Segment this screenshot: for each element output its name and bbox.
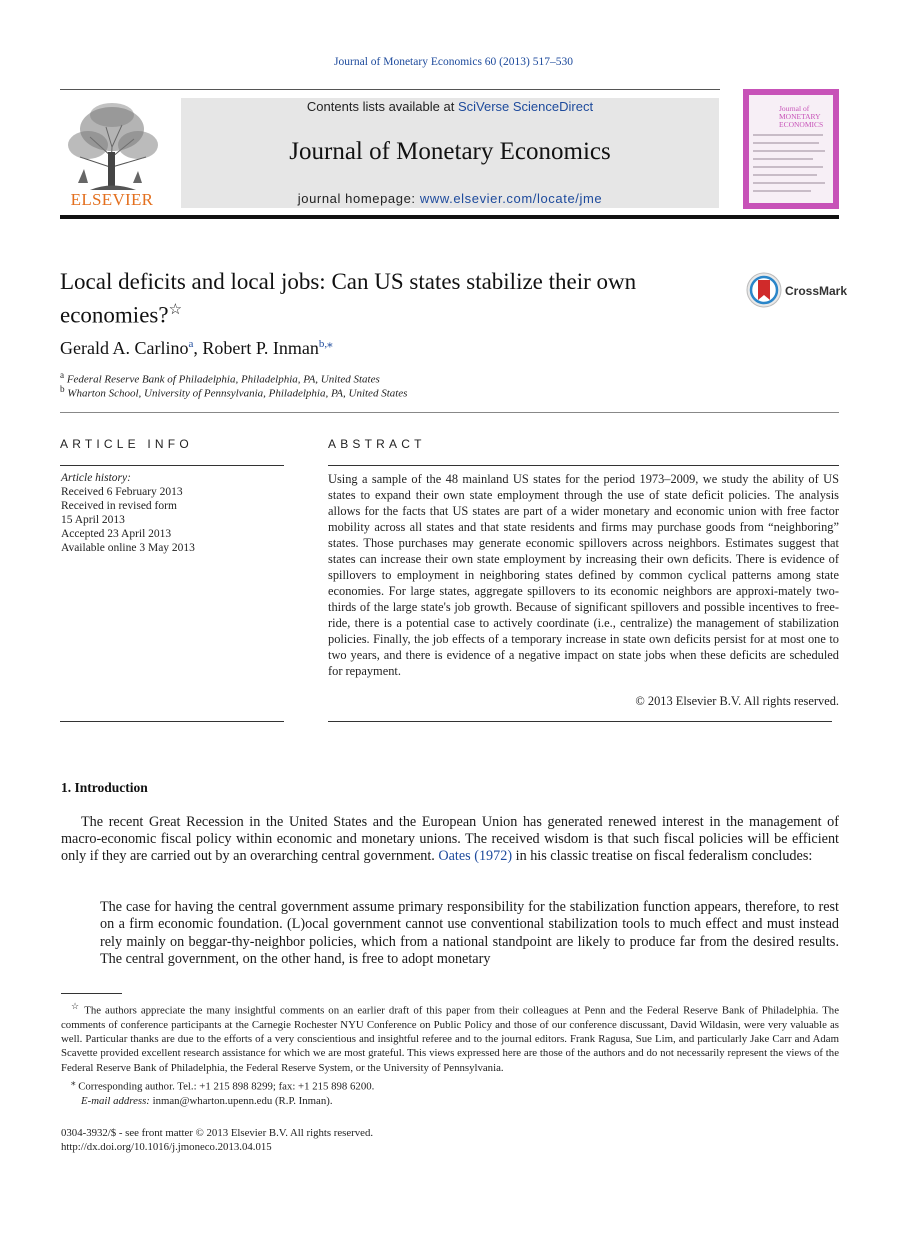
- article-history: [61, 471, 195, 555]
- affiliation-b-text: Wharton School, University of Pennsylvania, Philadelphia, PA, United States: [67, 387, 408, 400]
- intro-text-before: The recent Great Recession in the United States and the European Union has generated renewed interest in the management of macro-economic fiscal policy within economic and monetary unions. The received wisdom is that such fiscal policies will be efficient only if they are carried out by an overarching central government.: [61, 814, 839, 864]
- history-revised-date: 15 April 2013: [61, 514, 125, 526]
- history-online: Available online 3 May 2013: [61, 542, 195, 554]
- abstract-heading: ABSTRACT: [328, 437, 426, 451]
- footnote-star-text: The authors appreciate the many insightful comments on an earlier draft of this paper from their colleagues at Penn and the Federal Reserve Bank of Philadelphia. The comments of conference participants at the Carnegie Rochester NYU Conference on Public Policy and those of our conference discussant, David Wildasin, were very valuable as well. Particular thanks are due to the efforts of a very conscientious and insightful referee and to the journal editors. Frank Ragusa, Sue Lim, and particularly Jake Carr and Adam Scavette provided excellent research assistance for which we are most grateful. This views expressed here are those of the authors and do not necessarily represent the views of the Federal Reserve Bank of Philadelphia, the Federal Reserve System, or the University of Pennsylvania.: [61, 1004, 839, 1074]
- sciencedirect-link[interactable]: SciVerse ScienceDirect: [457, 99, 594, 114]
- history-accepted: Accepted 23 April 2013: [61, 528, 172, 540]
- elsevier-wordmark: ELSEVIER: [70, 190, 154, 209]
- cover-title-line-3: ECONOMICS: [779, 120, 824, 129]
- cover-contents-lines-icon: [753, 131, 829, 199]
- author1-affiliation-mark[interactable]: a: [188, 338, 194, 350]
- author-email-link[interactable]: inman@wharton.upenn.edu: [152, 1094, 273, 1107]
- author2-affiliation-mark[interactable]: b,⁎: [318, 338, 333, 350]
- footnote-acknowledgement: [61, 999, 839, 1075]
- abstract-rule: [328, 465, 839, 466]
- issn-line: 0304-3932/$ - see front matter © 2013 Elsevier B.V. All rights reserved.: [61, 1127, 374, 1139]
- history-received: Received 6 February 2013: [61, 486, 183, 498]
- oates-citation-link[interactable]: Oates (1972): [438, 848, 513, 864]
- masthead-bottom-rule: [60, 215, 839, 219]
- footnote-rule: [61, 993, 122, 994]
- article-title: [60, 268, 680, 330]
- author-separator: ,: [193, 338, 203, 358]
- abstract-copyright: © 2013 Elsevier B.V. All rights reserved.: [635, 694, 839, 708]
- footnote-corr-text: Corresponding author. Tel.: +1 215 898 8299; fax: +1 215 898 6200.: [78, 1080, 375, 1093]
- cover-title: [779, 105, 823, 129]
- article-info-bottom-rule: [60, 721, 284, 722]
- homepage-line: [181, 191, 719, 206]
- introduction-paragraph: [61, 814, 839, 865]
- cover-title-line-1: Journal of: [779, 104, 810, 113]
- affiliation-a-text: Federal Reserve Bank of Philadelphia, Philadelphia, PA, United States: [66, 373, 380, 386]
- introduction-heading: 1. Introduction: [61, 780, 148, 795]
- author-inman[interactable]: Robert P. Inman: [202, 338, 319, 358]
- email-label: E-mail address:: [81, 1094, 150, 1107]
- title-footnote-mark[interactable]: ☆: [168, 302, 183, 318]
- doi-link[interactable]: http://dx.doi.org/10.1016/j.jmoneco.2013.04.015: [61, 1141, 272, 1154]
- history-revised-label: Received in revised form: [61, 500, 177, 512]
- intro-text-after: in his classic treatise on fiscal federalism concludes:: [512, 848, 813, 864]
- affiliation-b-mark: b: [60, 384, 65, 394]
- email-suffix: (R.P. Inman).: [272, 1094, 333, 1107]
- contents-line: [181, 99, 719, 114]
- journal-title: Journal of Monetary Economics: [289, 138, 611, 165]
- affiliation-a-mark: a: [60, 370, 65, 380]
- footnote-star-mark: ☆: [71, 1001, 81, 1011]
- journal-citation[interactable]: Journal of Monetary Economics 60 (2013) 517–530: [334, 56, 573, 68]
- block-quote: The case for having the central government assume primary responsibility for the stabilization function appears, therefore, to rest on a firm economic foundation. (L)ocal government cannot use conventional stabilization tools to much effect and must instead rely mainly on beggar-thy-neighbor policies, which from a national standpoint are likely to produce far from the desired results. The central government, on the other hand, is free to adopt monetary: [100, 899, 839, 967]
- contents-prefix: Contents lists available at: [306, 99, 458, 114]
- crossmark-icon[interactable]: [746, 272, 782, 308]
- author-list: [60, 337, 333, 359]
- front-matter-info: [61, 1126, 373, 1155]
- footnotes: [61, 999, 839, 1108]
- affiliation-b: [60, 384, 407, 400]
- author-carlino[interactable]: Gerald A. Carlino: [60, 338, 189, 358]
- affiliation-rule: [60, 412, 839, 413]
- footnote-corresponding: [61, 1075, 839, 1094]
- abstract-text: Using a sample of the 48 mainland US states for the period 1973–2009, we study the ability of US states to expand their own state employment through the use of state deficit policies. The analysis allows for the facts that US states are part of a wider monetary and economic union with free factor mobility across all states and that state residents and firms may purchase goods from “neighboring” states. Those purchases may generate economic spillovers across neighbors. Estimates suggest that states can increase their own state employment by increasing their own deficits. There is evidence of spillovers to employment in neighboring states defined by common cyclical patterns among state economies. For large states, aggregate spillovers to its economic neighbors are approxi-mately two-thirds of the large state's job growth. Because of significant spillovers and possible incentives to free-ride, there is a potential case to actively coordinate (i.e., centralize) the management of stabilization policies. Finally, the job effects of a temporary increase in state own deficits persist for at most one to two years, and there is evidence of a negative impact on state jobs when these deficits are scheduled for repayment.: [328, 472, 839, 678]
- article-title-text: Local deficits and local jobs: Can US states stabilize their own economies?: [60, 269, 637, 328]
- footnote-corr-mark: ⁎: [71, 1077, 76, 1088]
- masthead-top-rule: [60, 89, 720, 90]
- cover-page: [749, 95, 833, 203]
- article-info-rule: [60, 465, 284, 466]
- history-label: Article history:: [61, 472, 131, 484]
- cover-title-line-2: MONETARY: [779, 112, 821, 121]
- article-info-heading: ARTICLE INFO: [60, 437, 193, 451]
- homepage-prefix: journal homepage:: [297, 191, 420, 206]
- footnote-email: [61, 1094, 839, 1108]
- crossmark-label[interactable]: CrossMark: [785, 284, 848, 298]
- journal-cover-thumbnail[interactable]: [743, 89, 839, 209]
- journal-homepage-link[interactable]: www.elsevier.com/locate/jme: [419, 191, 603, 206]
- abstract-bottom-rule: [328, 721, 832, 722]
